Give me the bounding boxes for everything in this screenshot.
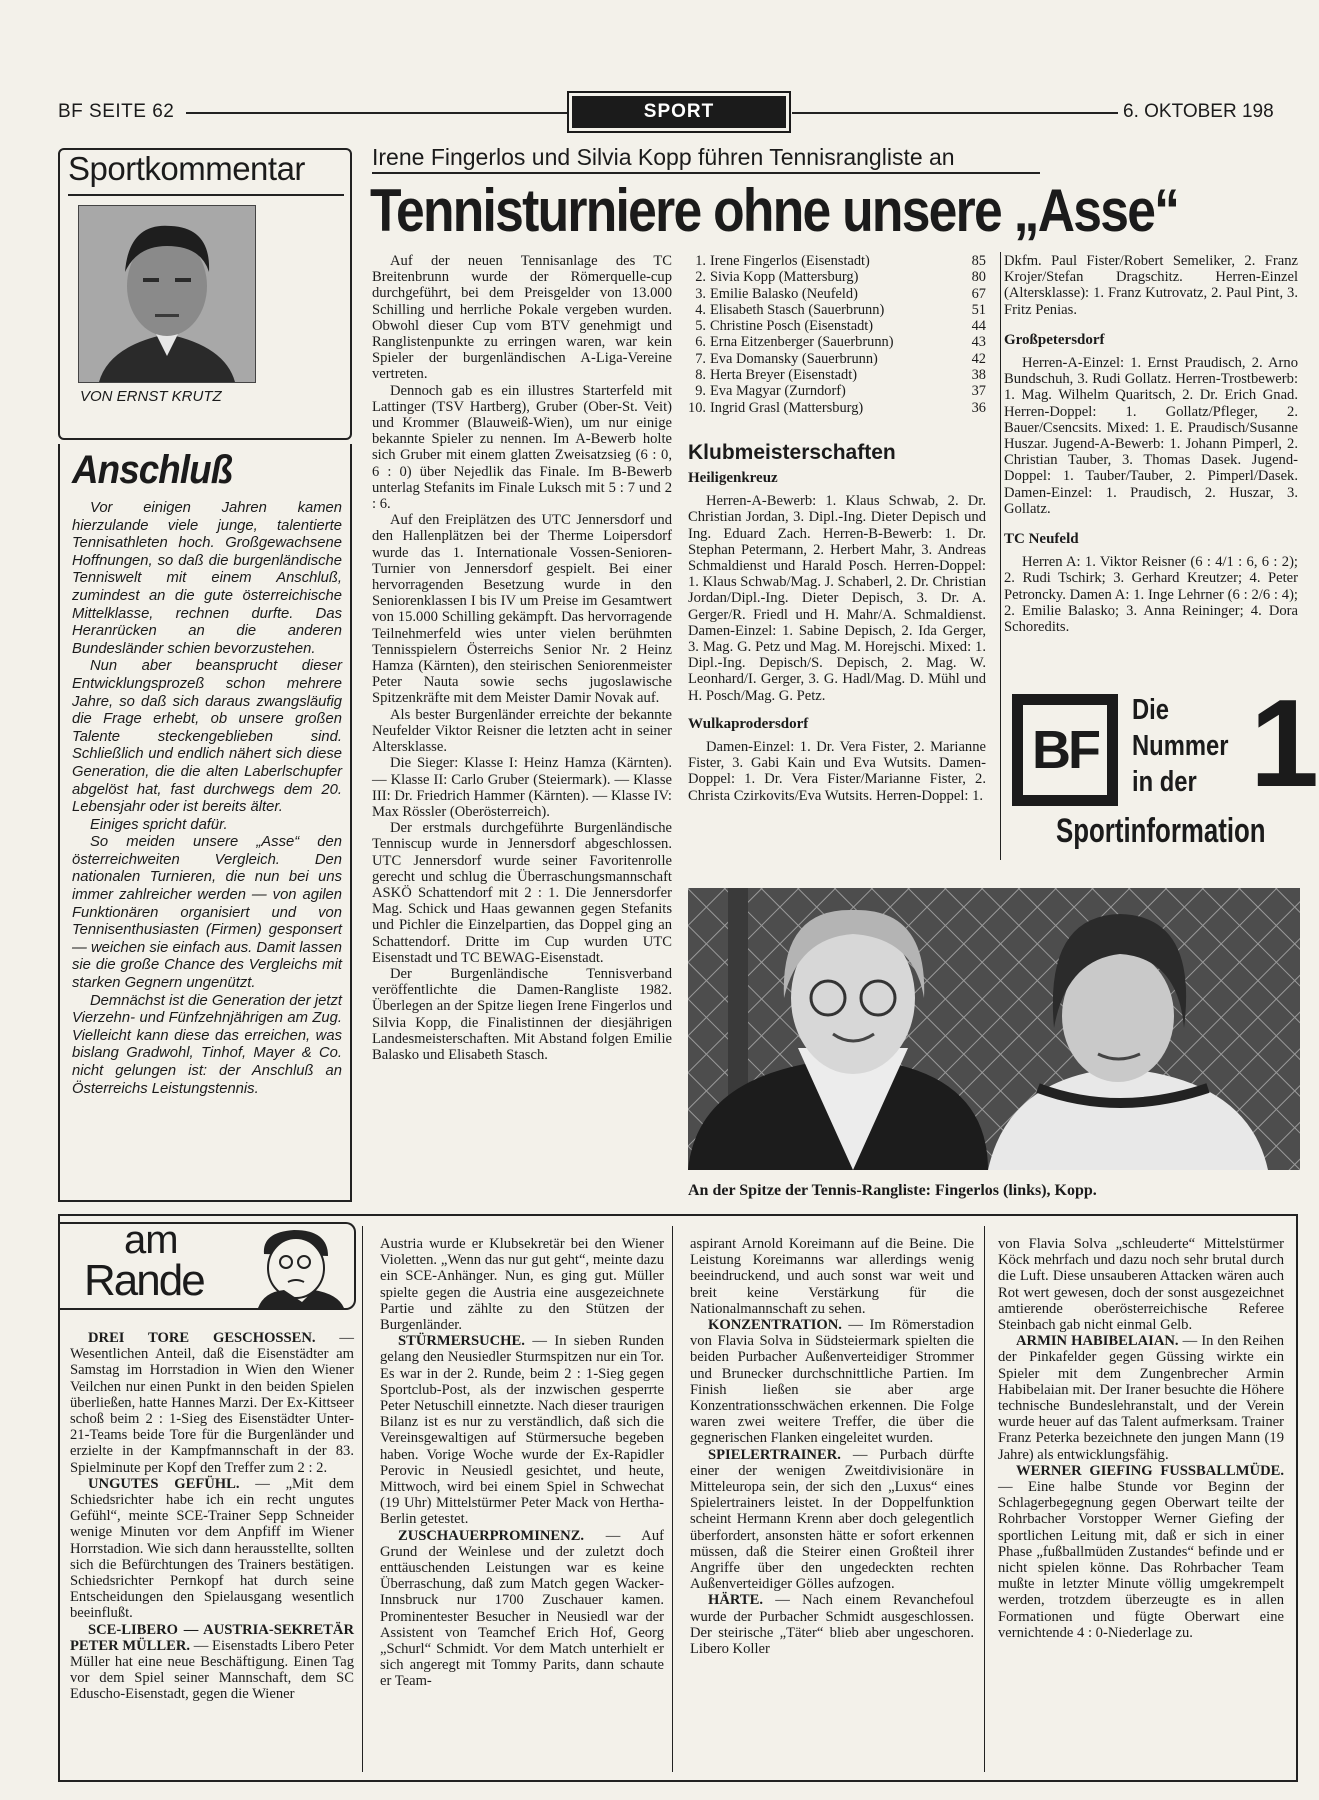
- ranking-row: 3. Emilie Balasko (Neufeld) 67: [695, 285, 986, 302]
- article-paragraph: Die Sieger: Klasse I: Heinz Hamza (Kärnten). — Klasse II: Carlo Gruber (Steiermark). — Klasse III: Dr. Friedrich Hammer (Kärnten). — Klasse IV: Max Rössler (Oberösterreich).: [372, 755, 672, 820]
- kommentar-paragraph: Demnächst ist die Generation der jetzt Vierzehn- und Fünfzehnjährigen am Zug. Vielleicht kann diese das erreichen, was bislang Gradwohl, Tinhof, Mayer & Co. nicht gelungen ist: der Anschluß an Österreichs Leistungstennis.: [72, 992, 342, 1097]
- kommentar-author: VON ERNST KRUTZ: [80, 388, 222, 405]
- section-label: SPORT: [572, 96, 786, 128]
- author-portrait: [78, 205, 256, 383]
- bf-logo: [1012, 694, 1118, 806]
- rande-item: von Flavia Solva „schleuderte“ Mittelstürmer Köck mehrfach und dazu noch sehr brutal durch die Luft. Diese unsauberen Attacken wären auch Rot wert gewesen, doch der sonst ausgezeichnet amtierende oberösterreichische Referee Steinbach gab nicht einmal Gelb.: [998, 1236, 1284, 1334]
- page-number: BF SEITE 62: [58, 101, 175, 122]
- ranking-list: [684, 253, 986, 416]
- ranking-row: 4. Elisabeth Stasch (Sauerbrunn) 51: [695, 301, 986, 318]
- rande-item: KONZENTRATION. — Im Römerstadion von Flavia Solva in Südsteiermark spielten die beiden Purbacher Außenverteidiger Strommer und Brunecker durchschnittliche Partien. Im Finish ließen sie aber arge Konzentrationsschwächen erkennen. Die Folge waren zwei weitere Treffer, die über die gegnerischen Flanken eingeleitet wurden.: [690, 1317, 974, 1447]
- wulka-results: Damen-Einzel: 1. Dr. Vera Fister, 2. Marianne Fister, 3. Gabi Kain und Eva Wutsits. Damen-Doppel: 1. Dr. Vera Fister/Marianne Fister, 2. Christa Czirkovits/Eva Wutsits. Herren-Doppel: 1.: [688, 739, 986, 804]
- heiligenkreuz-title: Heiligenkreuz: [688, 470, 778, 486]
- kommentar-heading: Anschluß: [72, 448, 233, 492]
- klub-title: Klubmeisterschaften: [688, 441, 896, 464]
- kicker-rule: [372, 172, 1040, 174]
- rande-item: ARMIN HABIBELAIAN. — In den Reihen der Pinkafelder gegen Güssing wirkte ein Spieler mit dem Zungenbrecher Armin Habibelaian mit. Der Iraner besuchte die Höhere technische Bundeslehranstalt, und der Verein wurde heuer auf das Talent aufmerksam. Trainer Franz Peterka bezeichnete den jungen Mann (19 Jahre) als entwicklungsfähig.: [998, 1333, 1284, 1463]
- ad-line-1: Die: [1132, 694, 1170, 726]
- kommentar-paragraph: Einiges spricht dafür.: [90, 816, 228, 833]
- bf-ad: [1012, 675, 1319, 856]
- rande-item: UNGUTES GEFÜHL. — „Mit dem Schiedsrichter habe ich ein recht ungutes Gefühl“, meinte SCE-Trainer Sepp Schneider wenige Minuten vor dem Anpfiff im Wiener Horrstadion. Wie sich dann herausstellte, sollten sich die Befürchtungen des Trainers bestätigen. Schiedsrichter Pernkopf hat durch seine Entscheidungen den Spielausgang wesentlich beeinflußt.: [70, 1475, 354, 1622]
- kommentar-paragraph: So meiden unsere „Asse“ den österreichweiten Vergleich. Den nationalen Turnieren, die nun bei uns immer zahlreicher werden — von agilen Funktionären organisiert und von Tennisenthusiasten (Firmen) gesponsert — weichen sie einfach aus. Damit lassen sie die große Chance des Vergleichs mit starken Gegnern ungenützt.: [72, 834, 342, 992]
- rande-divider: [672, 1226, 673, 1772]
- rande-item: HÄRTE. — Nach einem Revanchefoul wurde der Purbacher Schmidt ausgeschlossen. Der steirische „Täter“ blieb aber ungeschoren. Libero Koller: [690, 1592, 974, 1658]
- rande-item: STÜRMERSUCHE. — In sieben Runden gelang den Neusiedler Sturmspitzen nur ein Tor. Es war in der 2. Runde, beim 2 : 1-Sieg gegen Sportclub-Post, als der inzwischen gesperrte Peter Netuschill einnetzte. Nach dieser traurigen Bilanz ist es nur zu verständlich, daß sich die Vereinsgewaltigen auf Stürmersuche begeben haben. Vorige Woche wurde der Ex-Rapidler Perovic in Neusiedl gesichtet, und heute, Mittwoch, wird bei einem Spiel in Schwechat (19 Uhr) Mittelstürmer Peter Mack von Hertha-Berlin getestet.: [380, 1333, 664, 1528]
- ranking-row: 9. Eva Magyar (Zurndorf) 37: [695, 383, 986, 400]
- tennis-photo-svg: [688, 888, 1300, 1170]
- rande-item: aspirant Arnold Koreimann auf die Beine. Die Leistung Koreimanns war allerdings wenig beeindruckend, und auch sonst war weit und breit keine Verstärkung für die Nationalmannschaft zu sehen.: [690, 1236, 974, 1317]
- bottom-box-right: [1296, 1214, 1298, 1782]
- gross-results: Herren-A-Einzel: 1. Ernst Praudisch, 2. Arno Bundschuh, 3. Rudi Gollatz. Herren-Trostbewerb: 1. Mag. Wilhelm Quaritsch, 2. Dr. Erich Gnad. Herren-Doppel: 1. Gollatz/Pfleger, 2. Bauer/Csencsits. Mixed: 1. E. Praudisch/Susanne Huszar. Jugend-A-Bewerb: 1. Johann Pimperl, 2. Christian Tauber, 3. Thomas Dasek. Jugend-Doppel: 1. Tauber/Tauber, 2. Pimperl/Dasek. Damen-Einzel: 1. Praudisch, 2. Huszar, 3. Gollatz.: [1004, 355, 1298, 517]
- article-col-1: [372, 253, 672, 1063]
- ranking-row: 6. Erna Eitzenberger (Sauerbrunn) 43: [695, 334, 986, 351]
- heiligenkreuz-results: Herren-A-Bewerb: 1. Klaus Schwab, 2. Dr. Christian Jordan, 3. Dipl.-Ing. Dieter Depisch und Ing. Eduard Zach. Herren-B-Bewerb: 1. Dr. Stephan Petermann, 2. Herbert Mahr, 3. Andreas Schmaldienst und Harald Posch. Herren-Doppel: 1. Klaus Schwab/Mag. J. Schaberl, 2. Dr. Christian Jordan/Dipl.-Ing. Dieter Depisch, 3. Dr. A. Gerger/R. Friedl und H. Mahr/A. Schmaldienst. Damen-Einzel: 1. Sabine Depisch, 2. Ida Gerger, 3. Mag. G. Petz und Mag. M. Horejschi. Mixed: 1. Dipl.-Ing. Depisch/S. Depisch, 2. Mag. W. Leonhard/I. Gerger, 3. G. Hadl/Mag. D. Mühl und H. Posch/Mag. G. Petz.: [688, 493, 986, 704]
- rande-col-1: [70, 1330, 354, 1703]
- rande-col-3: [690, 1236, 974, 1657]
- kommentar-body: [72, 500, 342, 1098]
- tennis-photo: [688, 888, 1300, 1170]
- ad-big-digit: 1: [1250, 675, 1319, 813]
- article-paragraph: Als bester Burgenländer erreichte der bekannte Neufelder Viktor Reisner die letzten acht in seiner Altersklasse.: [372, 706, 672, 756]
- rande-divider: [362, 1226, 363, 1772]
- rande-item: ZUSCHAUERPROMINENZ. — Auf Grund der Weinlese und der zuletzt doch enttäuschenden Leistungen war es keine Überraschung, daß zum Match gegen Wacker-Innsbruck nur 1700 Zuschauer kamen. Prominentester Besucher in Neusiedl war der Assistent von Teamchef Erich Hof, Georg „Schurl“ Schmidt. Vor dem Match unterhielt er sich angeregt mit Tommy Parits, dann schaute er Team-: [380, 1527, 664, 1690]
- klub-col: [688, 470, 986, 804]
- ranking-row: 10. Ingrid Grasl (Mattersburg) 36: [688, 399, 986, 416]
- cartoon-face-icon: [244, 1224, 352, 1308]
- article-paragraph: Auf der neuen Tennisanlage des TC Breitenbrunn wurde der Römerquelle-cup durchgeführt, bei dem Preisgelder von 13.000 Schilling und herrliche Pokale vergeben wurden. Obwohl dieser Cup vom BTV genehmigt und Ranglistenpunkte zu erringen waren, war kein Spieler der burgenländischen A-Liga-Vereine vertreten.: [372, 253, 672, 383]
- gross-title: Großpetersdorf: [1004, 331, 1105, 348]
- ranking-row: 5. Christine Posch (Eisenstadt) 44: [695, 318, 986, 335]
- kommentar-paragraph: Nun aber beansprucht dieser Entwicklungsprozeß schon mehrere Jahre, so daß sich daraus zwangsläufig die Frage erhebt, ob unsere großen Talente steckengeblieben sind. Schließlich und endlich nähert sich diese Generation, die die alten Laberlschupfer abgelöst hat, fast durchwegs dem 20. Lebensjahr oder ist bereits älter.: [72, 658, 342, 816]
- column-divider: [1000, 252, 1001, 860]
- neufeld-title: TC Neufeld: [1004, 531, 1079, 548]
- ad-line-3: in der: [1132, 766, 1197, 798]
- ad-line-4: Sportinformation: [1056, 812, 1266, 850]
- rande-word-2: Rande: [84, 1256, 204, 1305]
- bf-logo-inner: BF: [1023, 705, 1107, 795]
- article-paragraph: Der Burgenländische Tennisverband veröffentlichte die Damen-Rangliste 1982. Überlegen an der Spitze liegen Irene Fingerlos und Silvia Kopp, die Finalistinnen der diesjährigen Landesmeisterschaften. Mit Abstand folgen Emilie Balasko und Elisabeth Stasch.: [372, 965, 672, 1063]
- wulka-title: Wulkaprodersdorf: [688, 715, 809, 732]
- rande-item: DREI TORE GESCHOSSEN. — Wesentlichen Anteil, daß die Eisenstädter am Samstag im Horrstadion in Wien den Wiener Veilchen nur einen Punkt in den beiden Spielen überließen, hatte Hannes Marzi. Der Ex-Kittseer schoß beim 2 : 1-Sieg des Eisenstädter Unter-21-Teams beide Tore für die Burgenländer und erzielte in der Kampfmannschaft in der 83. Spielminute per Kopf den Treffer zum 2 : 2.: [70, 1330, 354, 1476]
- neufeld-results: Herren A: 1. Viktor Reisner (6 : 4/1 : 6, 6 : 2); 2. Rudi Tschirk; 3. Gerhard Kreutzer; 4. Peter Petroncky. Damen A: 1. Inge Lehrner (6 : 2/6 : 4); 2. Emilie Balasko; 3. Anna Reininger; 4. Dora Schoredits.: [1004, 554, 1298, 636]
- rande-col-2: [380, 1236, 664, 1690]
- author-portrait-svg: [79, 206, 255, 382]
- rande-divider: [984, 1226, 985, 1772]
- bottom-box-bottom: [58, 1780, 1298, 1782]
- rande-item: WERNER GIEFING FUSSBALLMÜDE. — Eine halbe Stunde vor Beginn der Schlagerbegegnung gegen Oberwart teilte der Rohrbacher Vorstopper Werner Giefing der sportlichen Leitung mit, daß er sich in einer Phase „fußballmüden Zustandes“ befinde und er nicht spielen könne. Das Rohrbacher Team mußte in letzter Minute völlig umgekrempelt werden, trotzdem überzeugte es in allen Formationen und fügte Oberwart eine vernichtende 4 : 0-Niederlage zu.: [998, 1462, 1285, 1641]
- article-paragraph: Auf den Freiplätzen des UTC Jennersdorf und den Hallenplätzen bei der Therme Loipersdorf wurde das 1. Internationale Vossen-Senioren-Turnier von Jennersdorf gespielt. Bei einer hervorragenden Besetzung wurde in den Seniorenklassen I bis IV um Preise im Gesamtwert von 15.000 Schilling gekämpft. Das hervorragende Teilnehmerfeld wies unter vielen berühmten Tennisspielern Österreichs Senior Nr. 2 Heinz Hamza (Kärnten), den steirischen Seniorenmeister Peter Nauta sowie sechs jugoslawische Spitzenkräfte mit dem Meister Damir Novak auf.: [372, 512, 672, 707]
- article-headline: Tennisturniere ohne unsere „Asse“: [370, 177, 1179, 244]
- ranking-row: 1. Irene Fingerlos (Eisenstadt) 85: [695, 253, 986, 269]
- results-col-4: [1004, 253, 1298, 673]
- kommentar-title-rule: [68, 194, 344, 196]
- article-paragraph: Dennoch gab es ein illustres Starterfeld mit Lattinger (TSV Hartberg), Gruber (Ober-St. Veit) und Krommer (Blauweiß-Wien), um nur einige bekannte Spieler zu nennen. Im A-Bewerb holte sich Gruber mit einem glatten Zweisatzsieg (6 : 0, 6 : 0) über Nejedlik das Finale. Im B-Bewerb unterlag Stefanits im Finale Luksch mit 5 : 7 und 2 : 6.: [372, 382, 672, 513]
- ranking-row: 2. Sivia Kopp (Mattersburg) 80: [695, 269, 986, 286]
- page-date: 6. OKTOBER 198: [1123, 101, 1274, 122]
- col4-top: Dkfm. Paul Fister/Robert Semeliker, 2. Franz Krojer/Stefan Dragschitz. Herren-Einzel (Altersklasse): 1. Franz Kutrovatz, 2. Paul Pint, 3. Fritz Penias.: [1004, 253, 1298, 318]
- ranking-row: 7. Eva Domansky (Sauerbrunn) 42: [695, 350, 986, 367]
- header-rule-right: [792, 112, 1118, 114]
- rande-item: SCE-LIBERO — AUSTRIA-SEKRETÄR PETER MÜLLER. — Eisenstadts Libero Peter Müller hat eine neue Beschäftigung. Einen Tag vor dem Spiel seiner Mannschaft, dem SC Eduscho-Eisenstadt, gegen die Wiener: [70, 1621, 354, 1703]
- ranking-row: 8. Herta Breyer (Eisenstadt) 38: [695, 367, 986, 384]
- photo-caption: An der Spitze der Tennis-Rangliste: Fingerlos (links), Kopp.: [688, 1182, 1097, 1199]
- header-rule-left: [186, 112, 568, 114]
- ad-line-2: Nummer: [1132, 730, 1229, 762]
- rande-item: Austria wurde er Klubsekretär bei den Wiener Violetten. „Wenn das nur gut geht“, meinte dazu ein SCE-Anhänger. Nun, es ging gut. Müller spielte gegen die Austria eine ausgezeichnete Partie und zählte zu den Stützen der Burgenländer.: [380, 1236, 664, 1334]
- rande-word-1: am: [124, 1218, 178, 1262]
- rande-col-4: [998, 1236, 1284, 1641]
- rande-item: SPIELERTRAINER. — Purbach dürfte einer der wenigen Zweitdivisionäre in Mitteleuropa sein, der sich den „Luxus“ eines Spielertrainers leistet. In der Doppelfunktion scheint Hermann Krenn aber doch gelegentlich überfordert, ansonsten hätte er sofort erkennen müssen, daß die Steirer einen Großteil ihrer Angriffe über den ungedeckten rechten Außenverteidiger Gölles aufzogen.: [690, 1446, 974, 1593]
- kommentar-paragraph: Vor einigen Jahren kamen hierzulande viele junge, talentierte Tennisathleten hoch. Großgewachsene Hoffnungen, so daß die burgenländische Tenniswelt mit einem Anschluß, zumindest an die gute österreichische Mittelklasse, rechnen durfte. Das Heranrücken an die anderen Bundesländer schien bevorzustehen.: [72, 500, 342, 657]
- bottom-box-top: [58, 1214, 1298, 1216]
- article-kicker: Irene Fingerlos und Silvia Kopp führen Tennisrangliste an: [372, 144, 955, 170]
- rande-cartoon: [244, 1224, 352, 1308]
- kommentar-title: Sportkommentar: [68, 150, 305, 187]
- article-paragraph: Der erstmals durchgeführte Burgenländische Tenniscup wurde in Jennersdorf abgeschlossen. UTC Jennersdorf wurde seiner Favoritenrolle gerecht und schlug die Überraschungsmannschaft ASKÖ Schattendorf mit 2 : 1. Die Jennersdorfer Mag. Schick und Haas gewannen gegen Stefanits und Pichler die Einzelpartien, das Doppel ging an Schattendorf. Dritte im Cup wurden UTC Eisenstadt und TC BEWAG-Eisenstadt.: [372, 820, 672, 966]
